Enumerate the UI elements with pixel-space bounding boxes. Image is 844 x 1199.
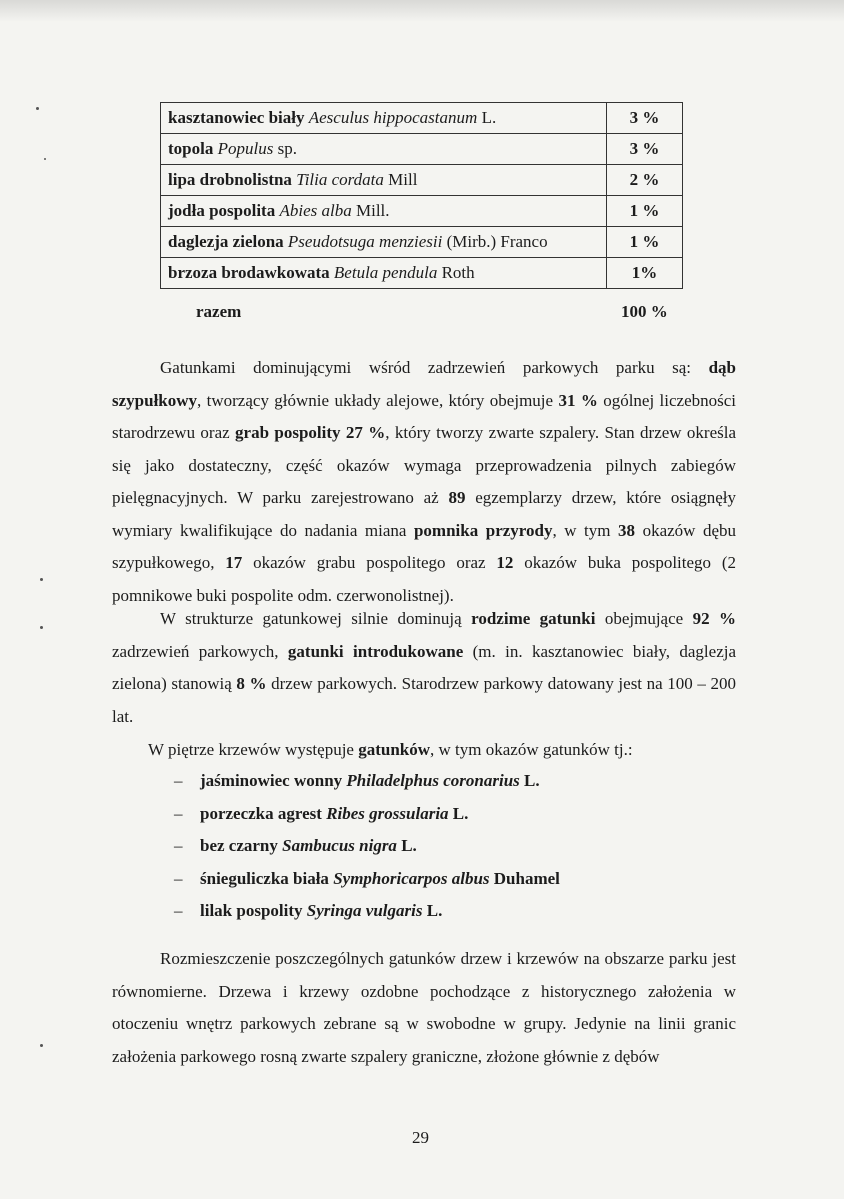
species-percent-cell: 3 % <box>607 134 683 165</box>
list-item: – śnieguliczka biała Symphoricarpos albus Duhamel <box>174 868 560 888</box>
scan-top-shadow <box>0 0 844 22</box>
species-name-cell: lipa drobnolistna Tilia cordata Mill <box>161 165 607 196</box>
scan-speck <box>44 158 46 160</box>
species-name-cell: jodła pospolita Abies alba Mill. <box>161 196 607 227</box>
species-percent-cell: 3 % <box>607 103 683 134</box>
scan-speck <box>40 1044 43 1047</box>
scan-speck <box>40 578 43 581</box>
shrub-list <box>174 765 560 928</box>
species-table <box>160 102 683 289</box>
page-number: 29 <box>412 1128 429 1147</box>
species-name-cell: brzoza brodawkowata Betula pendula Roth <box>161 258 607 289</box>
scan-speck <box>40 626 43 629</box>
list-item: – lilak pospolity Syringa vulgaris L. <box>174 901 443 920</box>
list-item: – porzeczka agrest Ribes grossularia L. <box>174 803 469 823</box>
table-total-label: razem <box>196 302 242 321</box>
species-name-cell: kasztanowiec biały Aesculus hippocastanum L. <box>161 103 607 134</box>
paragraph-shrub-layer: W piętrze krzewów występuje gatunków, w tym okazów gatunków tj.: <box>148 740 633 759</box>
table-row <box>161 103 683 134</box>
table-row <box>161 134 683 165</box>
species-name-cell: topola Populus sp. <box>161 134 607 165</box>
scan-speck <box>36 107 39 110</box>
species-name-cell: daglezja zielona Pseudotsuga menziesii (Mirb.) Franco <box>161 227 607 258</box>
paragraph-species-structure: W strukturze gatunkowej silnie dominują rodzime gatunki obejmujące 92 % zadrzewień parkowych, gatunki introdukowane (m. in. kasztanowiec biały, daglezja zielona) stanowią 8 % drzew parkowych. Starodrzew parkowy datowany jest na 100 – 200 lat. <box>112 609 737 726</box>
list-item: – jaśminowiec wonny Philadelphus coronarius L. <box>174 771 540 790</box>
paragraph-dominant-species: Gatunkami dominującymi wśród zadrzewień parkowych parku są: dąb szypułkowy, tworzący głównie układy alejowe, który obejmuje 31 % ogólnej liczebności starodrzewu oraz grab pospolity 27 %, który tworzy zwarte szpalery. Stan drzew określa się jako dostateczny, część okazów wymaga przeprowadzenia pilnych zabiegów pielęgnacyjnych. W parku zarejestrowano aż 89 egzemplarzy drzew, które osiągnęły wymiary kwalifikujące do nadania miana pomnika przyrody, w tym 38 okazów dębu szypułkowego, 17 okazów grabu pospolitego oraz 12 okazów buka pospolitego (2 pomnikowe buki pospolite odm. czerwonolistnej). <box>112 358 737 605</box>
species-percent-cell: 1% <box>607 258 683 289</box>
table-row <box>161 258 683 289</box>
list-item: – bez czarny Sambucus nigra L. <box>174 836 417 855</box>
paragraph-distribution: Rozmieszczenie poszczególnych gatunków drzew i krzewów na obszarze parku jest równomierne. Drzewa i krzewy ozdobne pochodzące z historycznego założenia w otoczeniu wnętrz parkowych zebrane są w swobodne w grupy. Jedynie na linii granic założenia parkowego rosną zwarte szpalery graniczne, złożone głównie z dębów <box>112 949 736 1066</box>
species-percent-cell: 1 % <box>607 196 683 227</box>
table-row <box>161 165 683 196</box>
table-total-value: 100 % <box>621 302 668 321</box>
table-row <box>161 196 683 227</box>
species-percent-cell: 1 % <box>607 227 683 258</box>
species-percent-cell: 2 % <box>607 165 683 196</box>
table-row <box>161 227 683 258</box>
